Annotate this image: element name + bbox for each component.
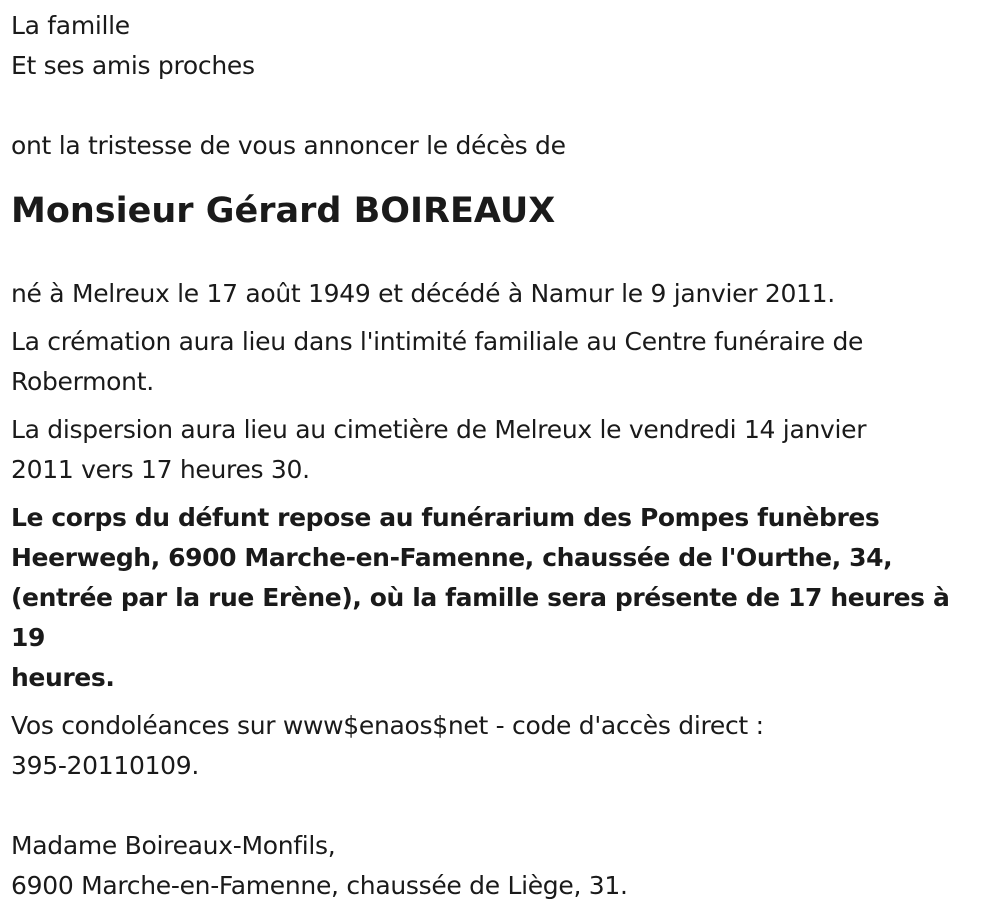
deceased-name: Monsieur Gérard BOIREAUX	[11, 191, 556, 231]
spacer	[11, 86, 988, 126]
friends-line: Et ses amis proches	[11, 51, 255, 80]
repose-line-2: Heerwegh, 6900 Marche-en-Famenne, chaussée de l'Ourthe, 34,	[11, 543, 893, 572]
dispersion-line-1: La dispersion aura lieu au cimetière de Melreux le vendredi 14 janvier	[11, 415, 867, 444]
contact-address: 6900 Marche-en-Famenne, chaussée de Liège, 31.	[11, 871, 628, 900]
family-line: La famille	[11, 11, 130, 40]
spacer	[11, 402, 988, 410]
spacer	[11, 786, 988, 826]
spacer	[11, 314, 988, 322]
repose-line-1: Le corps du défunt repose au funérarium des Pompes funèbres	[11, 503, 880, 532]
repose-line-4: heures.	[11, 663, 115, 692]
condolences-line-1: Vos condoléances sur www$enaos$net - code d'accès direct :	[11, 711, 764, 740]
repose-line-3: (entrée par la rue Erène), où la famille sera présente de 17 heures à 19	[11, 583, 958, 652]
spacer	[11, 490, 988, 498]
condolences-line-2: 395-20110109.	[11, 751, 200, 780]
cremation-line-1: La crémation aura lieu dans l'intimité familiale au Centre funéraire de	[11, 327, 864, 356]
announcement-text: ont la tristesse de vous annoncer le décès de	[11, 131, 566, 160]
cremation-line-2: Robermont.	[11, 367, 154, 396]
birth-death-line: né à Melreux le 17 août 1949 et décédé à Namur le 9 janvier 2011.	[11, 279, 835, 308]
spacer	[11, 232, 988, 274]
spacer	[11, 166, 988, 174]
contact-name: Madame Boireaux-Monfils,	[11, 831, 336, 860]
spacer	[11, 698, 988, 706]
dispersion-line-2: 2011 vers 17 heures 30.	[11, 455, 310, 484]
